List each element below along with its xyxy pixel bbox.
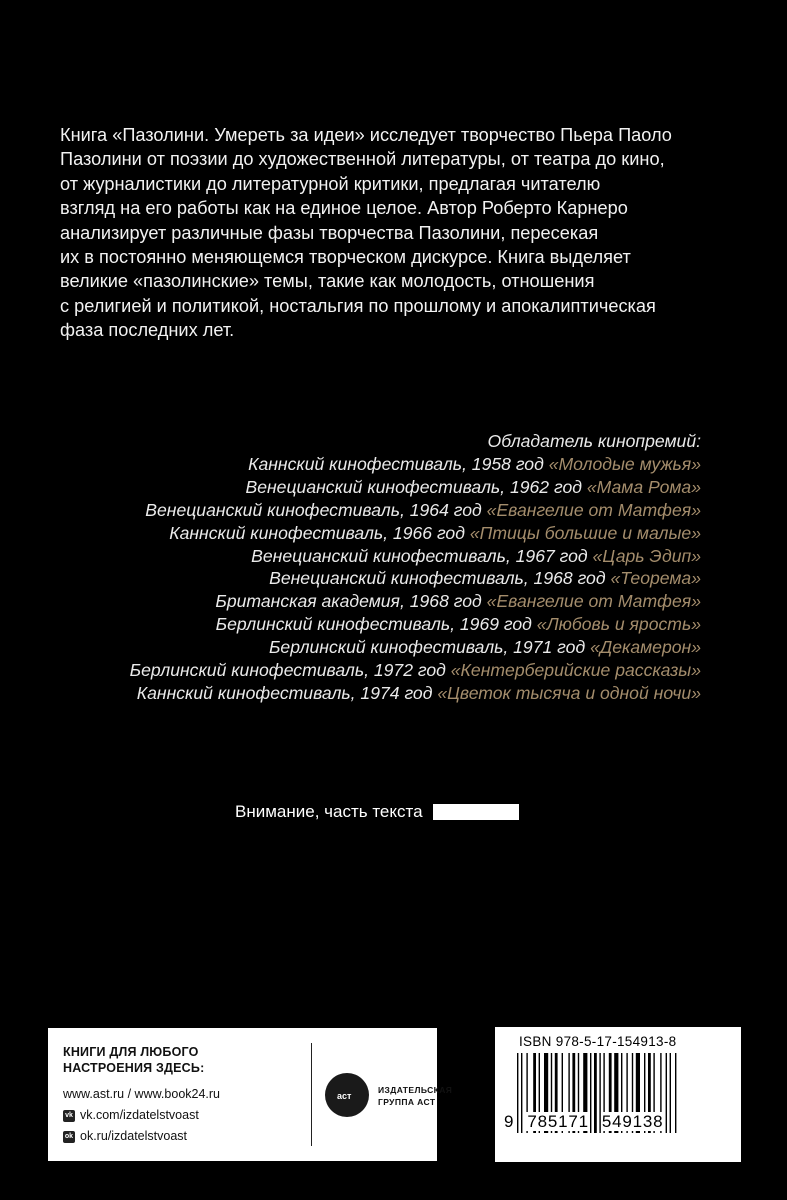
ok-link-text: ok.ru/izdatelstvoast (80, 1129, 187, 1143)
award-film: «Молодые мужья» (548, 453, 701, 474)
description-line: великие «пазолинские» темы, такие как молодость, отношения (60, 271, 595, 292)
award-item (41, 476, 701, 499)
promo-heading-line-2: НАСТРОЕНИЯ ЗДЕСЬ: (63, 1061, 205, 1075)
award-film: «Цветок тысяча и одной ночи» (437, 682, 701, 703)
award-festival: Венецианский кинофестиваль, 1964 год (145, 499, 482, 520)
description-line: от журналистики до литературной критики, предлагая читателю (60, 173, 601, 194)
award-festival: Берлинский кинофестиваль, 1972 год (129, 660, 446, 681)
award-film: «Мама Рома» (586, 476, 701, 497)
award-item (41, 522, 701, 545)
promo-websites[interactable]: www.ast.ru / www.book24.ru (63, 1087, 221, 1101)
awards-list (41, 430, 701, 705)
book-description (60, 123, 720, 343)
award-item (41, 682, 701, 705)
vk-link-text: vk.com/izdatelstvoast (80, 1108, 199, 1122)
publisher-name (378, 1084, 452, 1108)
description-line: их в постоянно меняющемся творческом дискурсе. Книга выделяет (60, 247, 631, 268)
award-festival: Венецианский кинофестиваль, 1967 год (251, 545, 588, 566)
vk-icon: vk (63, 1110, 75, 1122)
award-film: «Птицы большие и малые» (469, 522, 701, 543)
award-item (41, 590, 701, 613)
award-item (41, 499, 701, 522)
barcode-digits-right: 549138 (601, 1112, 664, 1131)
barcode-box (495, 1027, 741, 1162)
award-festival: Каннский кинофестиваль, 1974 год (136, 682, 433, 703)
award-item (41, 567, 701, 590)
award-item (41, 613, 701, 636)
award-film: «Теорема» (610, 568, 701, 589)
award-festival: Берлинский кинофестиваль, 1969 год (215, 614, 532, 635)
warning-text: Внимание, часть текста (235, 802, 423, 821)
award-item (41, 659, 701, 682)
promo-divider (311, 1043, 312, 1146)
description-line: взгляд на его работы как на единое целое. Автор Роберто Карнеро (60, 198, 628, 219)
description-line: Пазолини от поэзии до художественной литературы, от театра до кино, (60, 149, 665, 170)
award-film: «Декамерон» (590, 637, 701, 658)
publisher-line-2: ГРУППА АСТ (378, 1097, 436, 1107)
promo-ok-link[interactable] (63, 1126, 220, 1147)
promo-vk-link[interactable] (63, 1105, 220, 1126)
publisher-line-1: ИЗДАТЕЛЬСКАЯ (378, 1085, 453, 1095)
promo-heading-line-1: КНИГИ ДЛЯ ЛЮБОГО (63, 1045, 199, 1059)
award-festival: Берлинский кинофестиваль, 1971 год (268, 637, 586, 658)
award-film: «Евангелие от Матфея» (486, 591, 701, 612)
award-festival: Британская академия, 1968 год (215, 591, 482, 612)
award-festival: Каннский кинофестиваль, 1958 год (248, 453, 544, 474)
award-item (41, 545, 701, 568)
description-line: фаза последних лет. (60, 320, 235, 341)
award-film: «Любовь и ярость» (536, 614, 701, 635)
redaction-bar (433, 804, 519, 820)
award-festival: Каннский кинофестиваль, 1966 год (169, 522, 465, 543)
awards-heading: Обладатель кинопремий: (487, 431, 701, 451)
barcode-digit-first: 9 (504, 1112, 515, 1131)
isbn-text: ISBN 978-5-17-154913-8 (519, 1034, 677, 1049)
publisher-promo-box (48, 1028, 453, 1161)
barcode-digits (503, 1112, 664, 1132)
award-item (41, 636, 701, 659)
promo-links (63, 1044, 220, 1147)
description-line: Книга «Пазолини. Умереть за идеи» исследует творчество Пьера Паоло (60, 125, 672, 145)
ast-logo-icon (325, 1073, 369, 1117)
logo-text: аст (337, 1091, 352, 1101)
award-festival: Венецианский кинофестиваль, 1968 год (269, 568, 606, 589)
award-item (41, 453, 701, 476)
description-line: анализирует различные фазы творчества Пазолини, пересекая (60, 222, 599, 243)
ok-icon: ok (63, 1131, 75, 1143)
award-film: «Евангелие от Матфея» (486, 499, 701, 520)
content-warning (235, 802, 519, 822)
award-festival: Венецианский кинофестиваль, 1962 год (245, 476, 582, 497)
barcode-digits-left: 785171 (527, 1112, 589, 1131)
award-film: «Кентерберийские рассказы» (450, 660, 701, 681)
description-line: с религией и политикой, ностальгия по прошлому и апокалиптическая (60, 295, 656, 316)
award-film: «Царь Эдип» (592, 545, 701, 566)
